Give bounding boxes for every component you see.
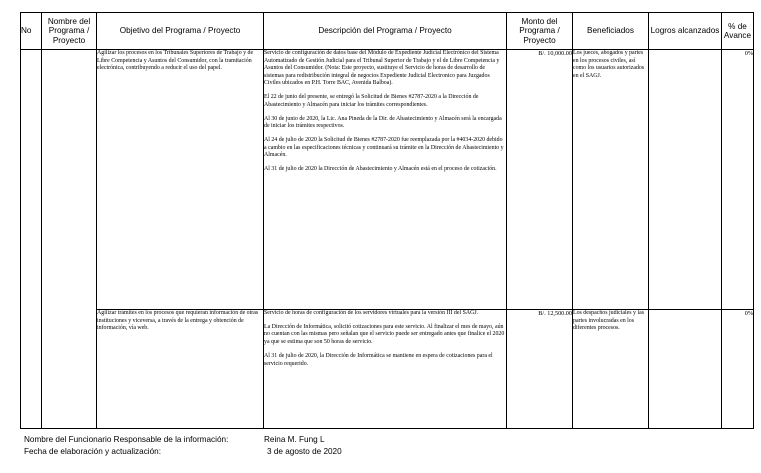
descripcion-paragraph: Servicio de horas de configuración de los servidores virtuales para la versión III del SAGJ. [264,310,479,316]
descripcion-paragraph: El 22 de junio del presente, se entregó la Solicitud de Bienes #2787-2020 a la Dirección de Abastecimiento y Almacén para iniciar los trámites correspondientes. [264,94,479,108]
footer-fecha [24,447,342,457]
descripcion-paragraph: Al 30 de junio de 2020, la Lic. Ana Pineda de la Dir. de Abastecimiento y Almacén será la encargada de iniciar los trámites respectivos. [264,115,502,130]
beneficiados-cell: Los jueces, abogados y partes en los procesos civiles, así como los usuarios autorizados en el SAGJ. [573,50,649,310]
responsable-value: Reina M. Fung L [264,435,325,444]
header-beneficiados: Beneficiados [573,13,649,50]
no-cell [21,50,42,429]
avance-cell: 0% [722,310,754,429]
descripcion-cell [264,310,507,429]
monto-cell: B/. 12,500.00 [507,310,573,429]
fecha-value: 3 de agosto de 2020 [267,447,342,456]
header-row [21,13,754,50]
table-row [21,310,754,429]
nombre-cell [42,50,97,429]
responsable-label: Nombre del Funcionario Responsable de la información: [24,435,229,444]
avance-cell: 0% [722,50,754,310]
header-monto: Monto del Programa / Proyecto [507,13,573,50]
descripcion-paragraph: Al 31 de julio de 2020, la Dirección de Informática se mantiene en espera de cotizaciones para el servicio requerido. [264,352,493,367]
footer-responsable [24,435,325,445]
descripcion-paragraph: Al 24 de julio de 2020 la Solicitud de Bienes #2787-2020 fue reemplazada por la #4034-2020 debido a cambio en las especificaciones técnicas y continuará su trámite en la Dirección de Abastecimiento y Almacén. [264,137,504,159]
program-table [20,12,754,429]
header-nombre: Nombre del Programa / Proyecto [42,13,97,50]
beneficiados-cell: Los despachos judiciales y las partes involucradas en los diferentes procesos. [573,310,649,429]
descripcion-cell [264,50,507,310]
logros-cell [649,50,722,310]
header-descripcion: Descripción del Programa / Proyecto [264,13,507,50]
header-avance: % de Avance [722,13,754,50]
table-row [21,50,754,310]
descripcion-paragraph: Servicio de configuración de datos base del Módulo de Expediente Judicial Electrónico del Sistema Automatizado de Gestión Judicial para el Tribunal Superior de Trabajo y el de Libre Competencia y Asuntos del Consumidor. (Nota: Este proyecto, sustituye el Servicio de horas de desarrollo de sistemas para redistribución integral de negocios Expediente Judicial Electronico para Juzgados Civiles ubicados en P.H. Torre BAC, Avenida Balboa). [264,50,500,87]
header-objetivo: Objetivo del Programa / Proyecto [97,13,264,50]
header-logros: Logros alcanzados [649,13,722,50]
objetivo-cell: Agilizar trámites en los procesos que requieran información de otras instituciones y viceversa, a través de la entrega y obtención de información, vía web. [97,310,264,429]
objetivo-cell: Agilizar los procesos en los Tribunales Superiores de Trabajo y de Libre Competencia y Asuntos del Consumidor, con la tramitación electrónica, contribuyendo a reducir el uso del papel. [97,50,264,310]
fecha-label: Fecha de elaboración y actualización: [24,447,161,456]
descripcion-paragraph: La Dirección de Informática, solicitó cotizaciones para este servicio. Al finalizar el mes de mayo, aún no cuentan con las mismas pero señalan que el servicio puede ser entregado antes que finalice el 2020 ya que se estima que son 50 horas de servicio. [264,323,505,346]
logros-cell [649,310,722,429]
descripcion-paragraph: Al 31 de julio de 2020 la Dirección de Abastecimiento y Almacén está en el proceso de cotización. [264,166,497,173]
monto-cell: B/. 10,000.00 [507,50,573,310]
header-no: No [21,13,42,50]
